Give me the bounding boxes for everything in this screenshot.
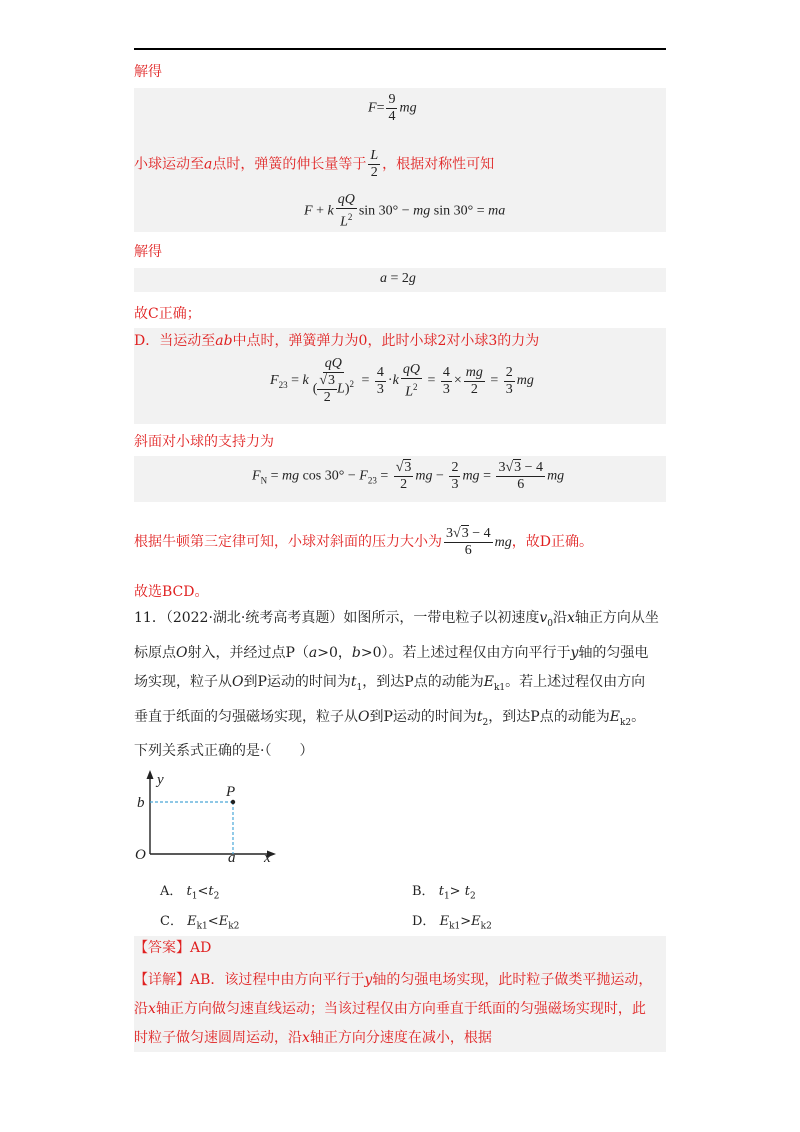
y-label: y: [157, 772, 164, 788]
equation-a: a = 2g: [380, 271, 416, 286]
coordinate-figure: [130, 768, 280, 868]
option-c[interactable]: C． $E_{k1}<E_{k2}$: [160, 914, 240, 932]
text-d-line: D．当运动至ab中点时，弹簧弹力为0，此时小球2对小球3的力为: [134, 333, 540, 349]
option-b[interactable]: B． $t_1> t_2$: [412, 884, 476, 902]
text-support: 斜面对小球的支持力为: [134, 434, 274, 450]
y-axis-arrow: [147, 770, 154, 779]
option-d[interactable]: D． $E_{k1}>E_{k2}$: [412, 914, 492, 932]
header-rule: [134, 48, 666, 50]
text-choose: 故选BCD。: [134, 584, 209, 600]
detail-text: 【详解】AB．该过程中由方向平行于y轴的匀强电场实现，此时粒子做类平抛运动， 沿x轴正方向做匀速直线运动；当该过程仅由方向垂直于纸面的匀强磁场实现时，此 时粒子做匀速圆周运动，沿x轴正方向分速度在减小，根据: [134, 972, 653, 1046]
equation-F23: $F_{23} = k$ qQ ( $\frac{√3}{2}$ L)$^2$ = $\frac{4}{3}$ ·k $\frac{qQ}{L^2}$ = $\frac{4}{3}$ × $\frac{mg}{2}$ = $\frac{2}{3}$ mg: [270, 356, 534, 405]
origin-label: O: [135, 847, 146, 863]
text-jiede-1: 解得: [134, 64, 162, 80]
b-label: b: [137, 795, 145, 811]
equation-F: F= $\frac{9}{4}$ mg: [368, 92, 417, 124]
p-label: P: [226, 784, 236, 800]
a-label: a: [228, 850, 236, 866]
question-line-3: 场实现，粒子从O到P运动的时间为$t_1$，到达P点的动能为$E_{k1}$。若上述过程仅由方向: [134, 673, 646, 693]
question-line-1: 11．（2022·湖北·统考高考真题）如图所示，一带电粒子以初速度$v_0$沿x轴正方向从坐: [134, 610, 659, 629]
text-c-correct: 故C正确；: [134, 306, 201, 322]
question-11: [134, 604, 674, 766]
text-jiede-2: 解得: [134, 244, 162, 260]
question-line-4: 垂直于纸面的匀强磁场实现，粒子从O到P运动的时间为$t_2$，到达P点的动能为$E_{k2}$。: [134, 708, 646, 728]
question-line-5: 下列关系式正确的是·（ ）: [134, 743, 314, 760]
text-newton: 根据牛顿第三定律可知，小球对斜面的压力大小为 $\frac{3√3 - 4}{6}$ mg，故D正确。: [134, 525, 593, 558]
x-label: x: [264, 850, 271, 866]
question-line-2: 标原点O射入，并经过点P（a>0，b>0）。若上述过程仅由方向平行于y轴的匀强电: [134, 644, 649, 661]
equation-FN: $F_N$ = mg $\cos 30^\circ - F_{23}$ = $\frac{√3}{2}$ mg − $\frac{2}{3}$ mg = $\frac{3√3 - 4}{6}$ mg: [252, 460, 565, 492]
answer-line: 【答案】AD: [134, 940, 212, 956]
equation-force-a: F + k $\frac{qQ}{L^2}$ sin 30° − mg sin 30° = ma: [304, 192, 506, 230]
text-a-point: 小球运动至a点时，弹簧的伸长量等于 $\frac{L}{2}$ ，根据对称性可知: [134, 148, 495, 180]
point-p: [231, 800, 235, 804]
option-a[interactable]: A． $t_1<t_2$: [160, 884, 220, 902]
